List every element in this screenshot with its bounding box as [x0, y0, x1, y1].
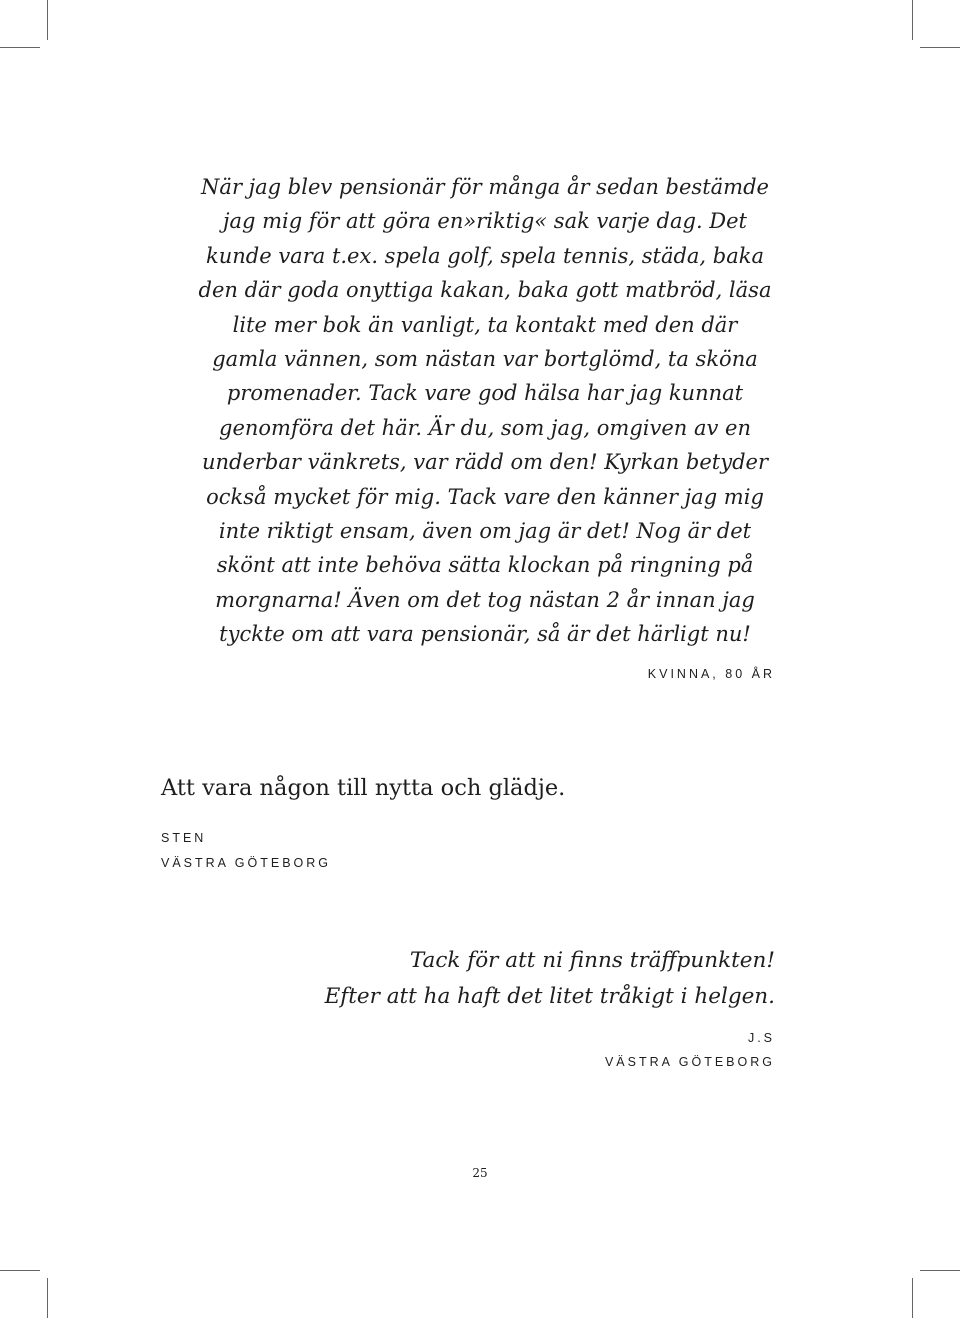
signature-name: J.S [747, 1031, 775, 1045]
page-number: 25 [472, 1166, 488, 1180]
quote-line: När jag blev pensionär för många år sedan bestämde [201, 175, 769, 199]
quote-line: jag mig för att göra en»riktig« sak varje dag. Det [222, 209, 747, 234]
quote-line: den där goda onyttiga kakan, baka gott matbröd, läsa [198, 278, 772, 303]
quote-line: lite mer bok än vanligt, ta kontakt med den där [232, 312, 738, 337]
crop-mark-bottom-right-h [920, 1270, 960, 1271]
crop-mark-bottom-left [47, 1278, 48, 1318]
quote-line: kunde vara t.ex. spela golf, spela tennis, städa, baka [206, 243, 764, 268]
thanks-signature [605, 1026, 775, 1074]
quote-line: skönt att inte behöva sätta klockan på ringning på [216, 553, 754, 578]
crop-mark-bottom-left-h [0, 1270, 40, 1271]
signature-place: VÄSTRA GÖTEBORG [604, 1055, 775, 1069]
testimonial-quote [180, 170, 790, 652]
crop-mark-top-right-h [920, 47, 960, 48]
crop-mark-top-left [47, 0, 48, 40]
quote-line: genomföra det här. Är du, som jag, omgiven av en [219, 415, 751, 440]
quote-line: Tack för att ni finns träffpunkten! [409, 948, 775, 973]
crop-mark-top-right [912, 0, 913, 40]
quote-line: promenader. Tack vare god hälsa har jag kunnat [226, 381, 744, 406]
statement-text: Att vara någon till nytta och glädje. [161, 775, 566, 801]
signature-place: VÄSTRA GÖTEBORG [161, 856, 332, 870]
quote-line: också mycket för mig. Tack vare den känner jag mig [206, 484, 764, 509]
crop-mark-bottom-right [912, 1278, 913, 1318]
quote-line: inte riktigt ensam, även om jag är det! Nog är det [218, 519, 752, 544]
statement-signature [161, 826, 331, 876]
thanks-quote [325, 943, 775, 1015]
testimonial-signature: KVINNA, 80 ÅR [647, 667, 775, 681]
quote-line: underbar vänkrets, var rädd om den! Kyrkan betyder [201, 450, 769, 475]
quote-line: tyckte om att vara pensionär, så är det härligt nu! [219, 622, 751, 647]
quote-line: gamla vännen, som nästan var bortglömd, ta sköna [212, 347, 758, 372]
quote-line: morgnarna! Även om det tog nästan 2 år innan jag [215, 587, 755, 612]
quote-line: Efter att ha haft det litet tråkigt i helgen. [324, 984, 775, 1009]
crop-mark-top-left-h [0, 47, 40, 48]
signature-name: STEN [161, 831, 207, 845]
